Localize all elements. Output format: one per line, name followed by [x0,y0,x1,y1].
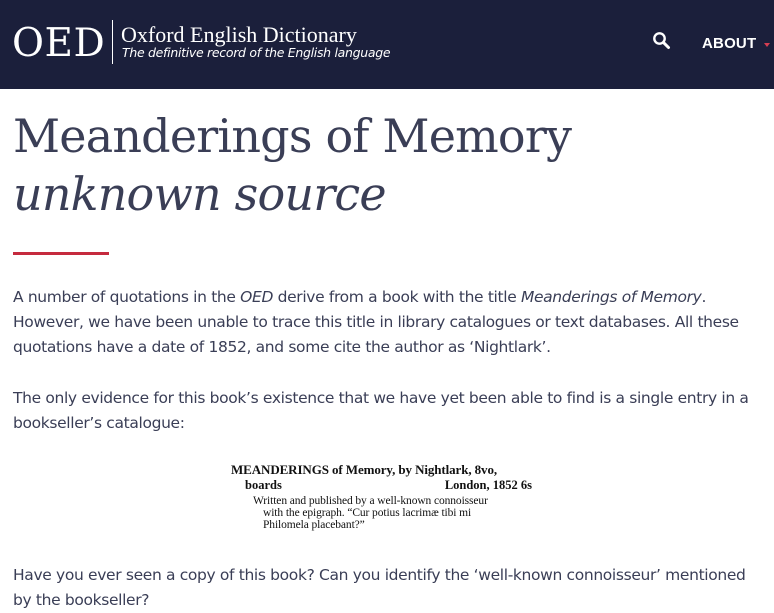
logo-divider [112,20,113,64]
intro-text-3: . However, we have been unable to trace this title in library catalogues or text databases. All these quotations have a date of 1852, and some cite the author as ‘Nightlark’. [13,288,739,356]
page-title-qualifier: unknown source [13,167,386,221]
catalogue-line: with the epigraph. “Cur potius lacrimæ tibi mi [263,507,472,519]
catalogue-line: boards [245,478,282,492]
intro-oed-term: OED [240,288,274,306]
oed-logo[interactable]: OED [12,21,106,66]
intro-text-2: derive from a book with the title [273,288,521,306]
search-button[interactable] [652,31,672,51]
question-paragraph: Have you ever seen a copy of this book? Can you identify the ‘well-known connoisseur’ mentioned by the bookseller? [13,566,746,609]
about-label: ABOUT [702,35,757,52]
catalogue-line: London, 1852 6s [444,478,532,492]
catalogue-entry-image [231,460,536,532]
catalogue-line: MEANDERINGS of Memory, by Nightlark, 8vo, [231,462,498,477]
search-icon [652,31,672,51]
intro-book-title: Meanderings of Memory [520,288,702,306]
chevron-down-icon [764,43,770,47]
page-title-main: Meanderings of Memory [13,109,572,163]
about-menu-button[interactable] [702,33,756,53]
site-header [0,0,774,89]
evidence-paragraph: The only evidence for this book’s existence that we have yet been able to find is a single entry in a bookseller’s catalogue: [13,389,749,432]
catalogue-line: Philomela placebant?” [263,519,365,531]
brand-tagline: The definitive record of the English language [122,45,391,60]
page-title [13,107,768,223]
intro-paragraph [13,285,765,360]
brand-name[interactable]: Oxford English Dictionary [121,22,357,47]
title-accent-rule [13,252,109,255]
intro-text-1: A number of quotations in the [13,288,241,306]
catalogue-line: Written and published by a well-known connoisseur [253,495,488,507]
